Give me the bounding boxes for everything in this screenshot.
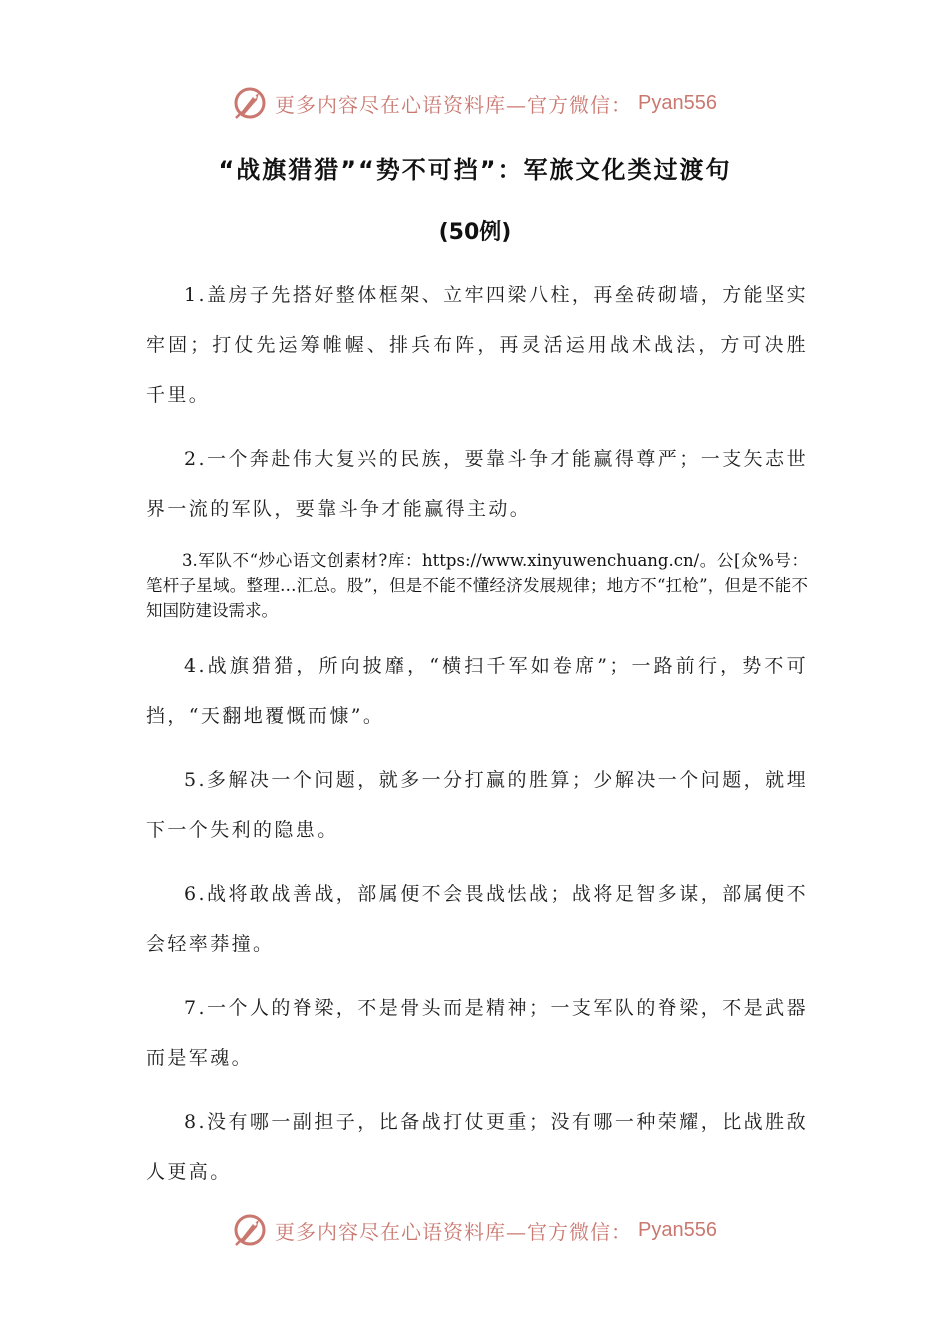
pen-nib-logo-icon: [233, 85, 269, 121]
footer-banner-text: 更多内容尽在心语资料库—官方微信：: [275, 1219, 633, 1244]
header-banner: [0, 81, 950, 125]
paragraph-1: 1.盖房子先搭好整体框架、立牢四梁八柱，再垒砖砌墙，方能坚实牢固；打仗先运筹帷幄、排兵布阵，再灵活运用战术战法，方可决胜千里。: [146, 284, 808, 406]
footer-banner-wechat-id: Pyan556: [638, 1218, 717, 1241]
paragraph-4: 4.战旗猎猎，所向披靡，“横扫千军如卷席”；一路前行，势不可挡，“天翻地覆慨而慷”。: [146, 655, 808, 727]
page-subtitle: (50例): [438, 220, 512, 245]
paragraph-7: 7.一个人的脊梁，不是骨头而是精神；一支军队的脊梁，不是武器而是军魂。: [146, 997, 808, 1069]
document-body: [146, 270, 808, 1211]
paragraph-6: 6.战将敢战善战，部属便不会畏战怯战；战将足智多谋，部属便不会轻率莽撞。: [146, 883, 808, 955]
paragraph-5: 5.多解决一个问题，就多一分打赢的胜算；少解决一个问题，就埋下一个失利的隐患。: [146, 769, 808, 841]
footer-banner: [0, 1208, 950, 1252]
banner-text: 更多内容尽在心语资料库—官方微信：: [275, 92, 633, 117]
paragraph-2: 2.一个奔赴伟大复兴的民族，要靠斗争才能赢得尊严；一支矢志世界一流的军队，要靠斗争才能赢得主动。: [146, 448, 808, 520]
paragraph-3: 3.军队不“炒心语文创素材?库：https://www.xinyuwenchuang.cn/。公[众%号：笔杆子星域。整理…汇总。股”，但是不能不懂经济发展规律；地方不“扛枪”，但是不能不知国防建设需求。: [146, 551, 808, 620]
paragraph-8: 8.没有哪一副担子，比备战打仗更重；没有哪一种荣耀，比战胜敌人更高。: [146, 1111, 808, 1183]
pen-nib-logo-icon: [233, 1212, 269, 1248]
banner-wechat-id: Pyan556: [638, 91, 717, 114]
page-title: “战旗猎猎”“势不可挡”：军旅文化类过渡句: [218, 156, 732, 184]
